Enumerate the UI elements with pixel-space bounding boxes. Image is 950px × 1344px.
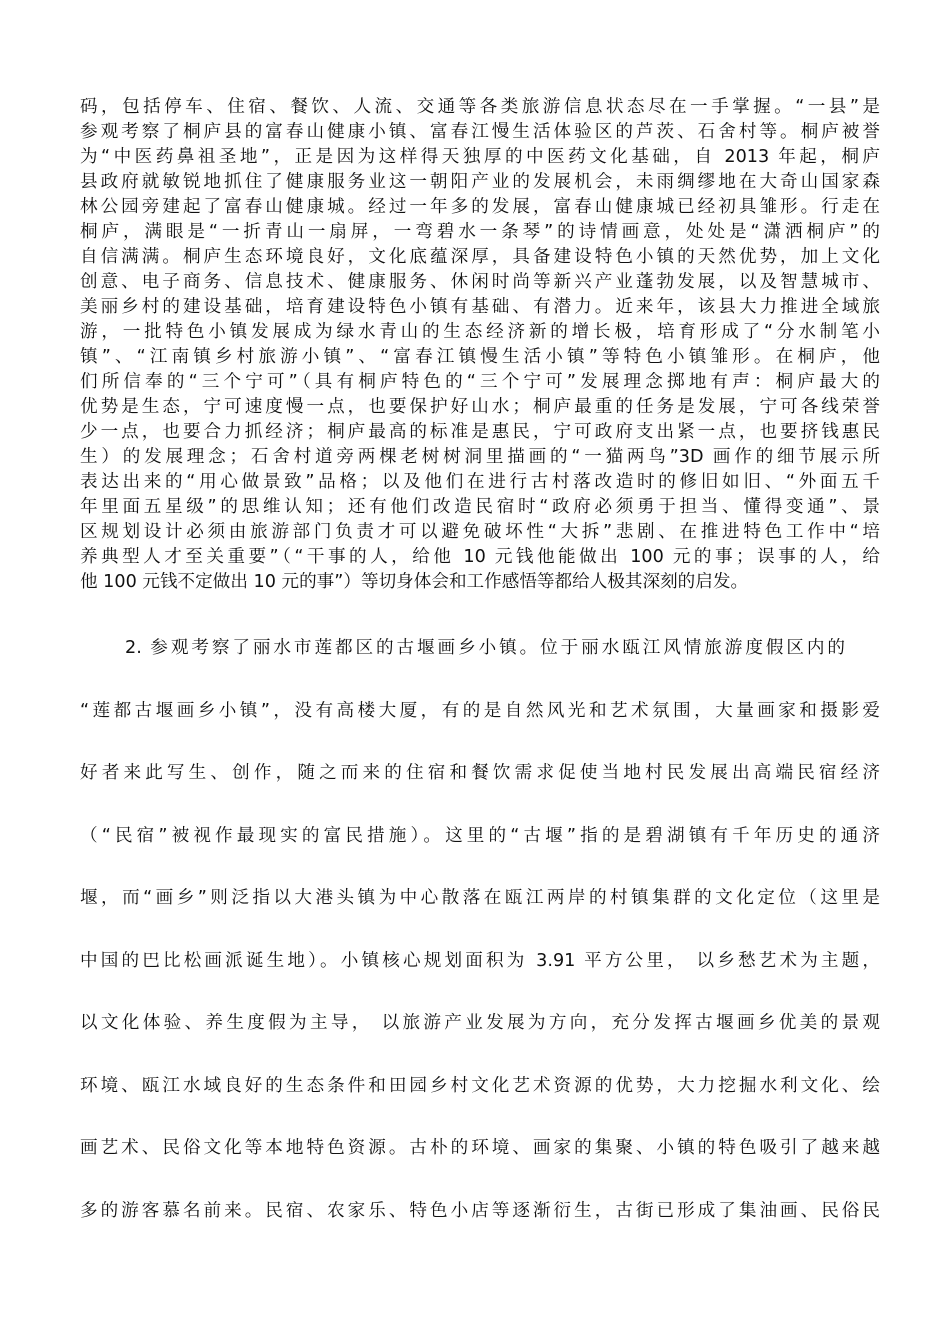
- text-line: 参观考察了桐庐县的富春山健康小镇、富春江慢生活体验区的芦茨、石舍村等。桐庐被誉: [80, 122, 880, 142]
- text-line: 优势是生态，宁可速度慢一点，也要保护好山水；桐庐最重的任务是发展，宁可各线荣誉: [80, 397, 880, 417]
- text-line: 为“中医药鼻祖圣地”，正是因为这样得天独厚的中医药文化基础，自 2013 年起，桐庐: [80, 147, 880, 167]
- text-line: 2. 参观考察了丽水市莲都区的古堰画乡小镇。位于丽水瓯江风情旅游度假区内的: [125, 638, 845, 658]
- text-line: 们所信奉的“三个宁可”（具有桐庐特色的“三个宁可”发展理念掷地有声：桐庐最大的: [80, 372, 880, 392]
- text-line: 环境、瓯江水域良好的生态条件和田园乡村文化艺术资源的优势，大力挖掘水利文化、绘: [80, 1075, 880, 1096]
- text-line: 堰，而“画乡”则泛指以大港头镇为中心散落在瓯江两岸的村镇集群的文化定位（这里是: [80, 888, 880, 908]
- paragraph-gubu-huaxiang: [80, 636, 880, 1261]
- text-line: 码，包括停车、住宿、餐饮、人流、交通等各类旅游信息状态尽在一手掌握。“一县”是: [80, 97, 880, 117]
- text-line: 生）的发展理念；石舍村道旁两棵老树树洞里描画的“一猫两鸟”3D 画作的细节展示所: [80, 447, 880, 467]
- text-line: 区规划设计必须由旅游部门负责才可以避免破坏性“大拆”悲剧、在推进特色工作中“培: [80, 522, 880, 542]
- text-line: 游，一批特色小镇发展成为绿水青山的生态经济新的增长极，培育形成了“分水制笔小: [80, 322, 880, 342]
- text-line: 美丽乡村的建设基础，培育建设特色小镇有基础、有潜力。近来年，该县大力推进全域旅: [80, 297, 880, 317]
- text-line: 县政府就敏锐地抓住了健康服务业这一朝阳产业的发展机会，未雨绸缪地在大奇山国家森: [80, 172, 880, 192]
- text-line: （“民宿”被视作最现实的富民措施）。这里的“古堰”指的是碧湖镇有千年历史的通济: [80, 825, 880, 846]
- text-line: 养典型人才至关重要”（“干事的人，给他 10 元钱他能做出 100 元的事；误事的人，给: [80, 547, 880, 567]
- text-line: 画艺术、民俗文化等本地特色资源。古朴的环境、画家的集聚、小镇的特色吸引了越来越: [80, 1138, 880, 1158]
- text-line: 镇”、“江南镇乡村旅游小镇”、“富春江镇慢生活小镇”等特色小镇雏形。在桐庐，他: [80, 347, 880, 367]
- text-line: 创意、电子商务、信息技术、健康服务、休闲时尚等新兴产业蓬勃发展，以及智慧城市、: [80, 272, 880, 292]
- text-line: 他 100 元钱不定做出 10 元的事”）等切身体会和工作感悟等都给人极其深刻的启发。: [80, 572, 749, 592]
- text-line: 好者来此写生、创作，随之而来的住宿和餐饮需求促使当地村民发展出高端民宿经济: [80, 763, 880, 783]
- paragraph-tonglu: [80, 95, 880, 595]
- text-line: 多的游客慕名前来。民宿、农家乐、特色小店等逐渐衍生，古街已形成了集油画、民俗民: [80, 1200, 880, 1221]
- text-line: 表达出来的“用心做景致”品格；以及他们在进行古村落改造时的修旧如旧、“外面五千: [80, 472, 880, 492]
- text-line: 自信满满。桐庐生态环境良好，文化底蕴深厚，具备建设特色小镇的天然优势，加上文化: [80, 247, 880, 267]
- text-line: 年里面五星级”的思维认知；还有他们改造民宿时“政府必须勇于担当、懂得变通”、景: [80, 497, 880, 517]
- text-line: 林公园旁建起了富春山健康城。经过一年多的发展，富春山健康城已经初具雏形。行走在: [80, 197, 880, 217]
- text-line: 少一点，也要合力抓经济；桐庐最高的标准是惠民，宁可政府支出紧一点，也要挤钱惠民: [80, 422, 880, 442]
- text-line: 中国的巴比松画派诞生地）。小镇核心规划面积为 3.91 平方公里， 以乡愁艺术为主题，: [80, 950, 880, 971]
- text-line: 桐庐，满眼是“一折青山一扇屏，一弯碧水一条琴”的诗情画意，处处是“潇洒桐庐”的: [80, 222, 880, 242]
- text-line: 以文化体验、养生度假为主导， 以旅游产业发展为方向，充分发挥古堰画乡优美的景观: [80, 1013, 880, 1033]
- text-line: “莲都古堰画乡小镇”，没有高楼大厦，有的是自然风光和艺术氛围，大量画家和摄影爱: [80, 700, 880, 721]
